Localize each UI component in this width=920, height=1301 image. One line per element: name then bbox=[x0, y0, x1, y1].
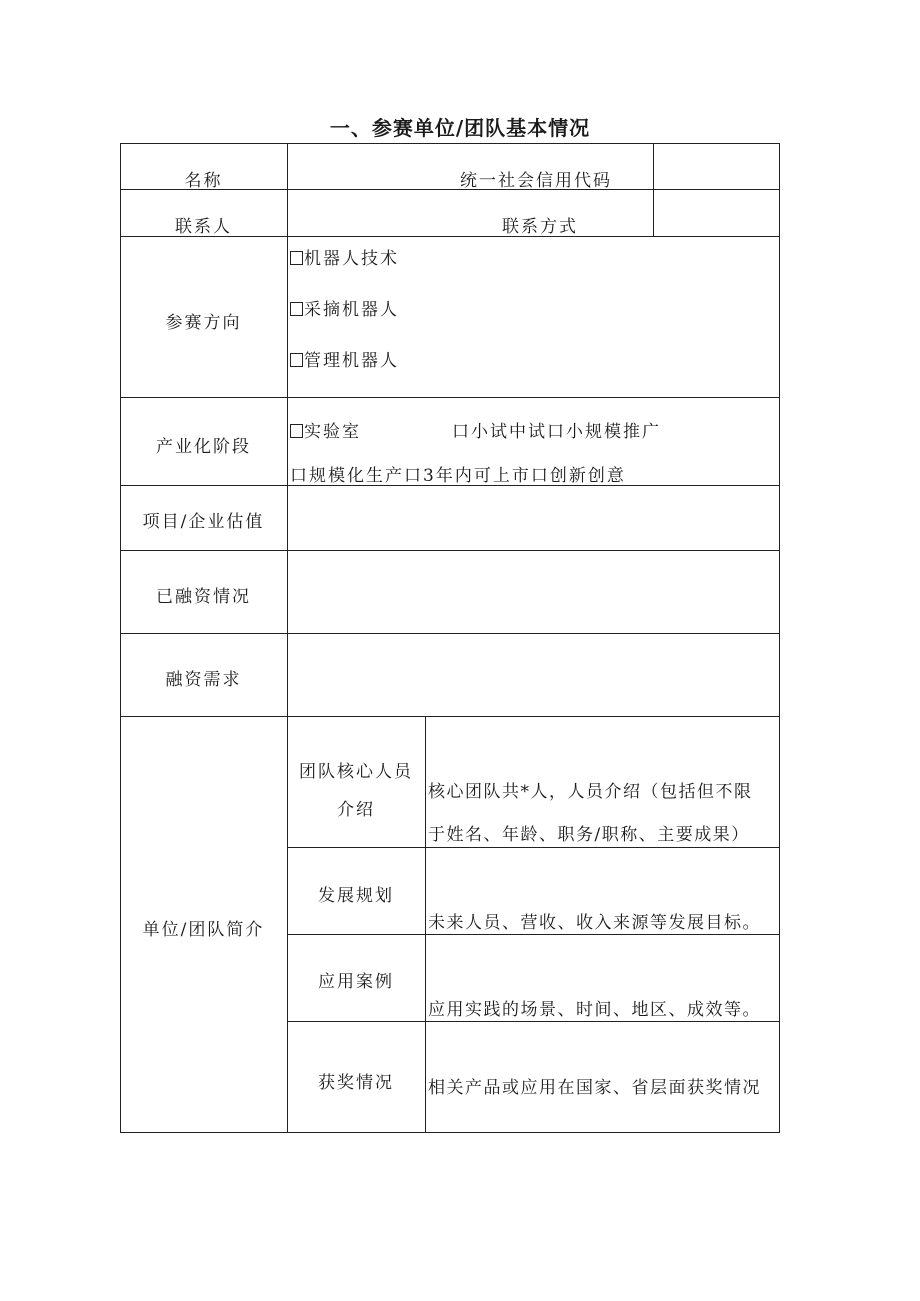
application-case-content: 应用实践的场景、时间、地区、成效等。 bbox=[428, 1000, 761, 1020]
checkbox-icon[interactable] bbox=[290, 251, 303, 265]
column-divider bbox=[425, 716, 426, 1133]
column-divider bbox=[653, 143, 654, 237]
direction-option[interactable]: 管理机器人 bbox=[290, 346, 399, 371]
financed-label: 已融资情况 bbox=[156, 587, 251, 607]
table-border-top bbox=[120, 143, 780, 144]
stage-options-line2: 口规模化生产口3年内可上市口创新创意 bbox=[290, 466, 626, 486]
core-team-content: 核心团队共*人，人员介绍（包括但不限 bbox=[428, 782, 753, 802]
development-plan-content: 未来人员、营收、收入来源等发展目标。 bbox=[428, 913, 761, 933]
direction-label: 参赛方向 bbox=[165, 313, 242, 333]
core-team-label-line2: 介绍 bbox=[337, 800, 375, 820]
intro-label: 单位/团队简介 bbox=[142, 920, 265, 940]
checkbox-icon[interactable] bbox=[290, 302, 303, 316]
sub-row-divider bbox=[287, 934, 780, 935]
name-label: 名称 bbox=[184, 171, 223, 191]
row-divider bbox=[120, 633, 780, 634]
stage-option-lab[interactable]: 实验室 bbox=[290, 417, 361, 442]
application-case-label: 应用案例 bbox=[318, 972, 394, 992]
valuation-label: 项目/企业估值 bbox=[142, 512, 265, 532]
contact-method-label: 联系方式 bbox=[502, 217, 578, 237]
page-title: 一、参赛单位/团队基本情况 bbox=[329, 116, 591, 140]
checkbox-icon[interactable] bbox=[290, 424, 303, 438]
core-team-content-line2: 于姓名、年龄、职务/职称、主要成果） bbox=[428, 825, 750, 845]
contact-label: 联系人 bbox=[175, 217, 232, 237]
direction-option[interactable]: 采摘机器人 bbox=[290, 295, 399, 320]
table-border-left bbox=[120, 143, 121, 1133]
awards-label: 获奖情况 bbox=[318, 1073, 394, 1093]
credit-code-label: 统一社会信用代码 bbox=[460, 171, 612, 191]
table-border-right bbox=[779, 143, 780, 1133]
stage-options-line1: 口小试中试口小规模推广 bbox=[452, 422, 661, 442]
row-divider bbox=[120, 550, 780, 551]
stage-label: 产业化阶段 bbox=[156, 437, 251, 457]
checkbox-icon[interactable] bbox=[290, 353, 303, 367]
row-divider bbox=[120, 397, 780, 398]
core-team-label: 团队核心人员 bbox=[299, 762, 413, 782]
sub-row-divider bbox=[287, 847, 780, 848]
direction-option[interactable]: 机器人技术 bbox=[290, 244, 399, 269]
awards-content: 相关产品或应用在国家、省层面获奖情况 bbox=[428, 1078, 761, 1098]
financing-need-label: 融资需求 bbox=[165, 670, 242, 690]
sub-row-divider bbox=[287, 1021, 780, 1022]
row-divider bbox=[120, 716, 780, 717]
table-border-bottom bbox=[120, 1132, 780, 1133]
development-plan-label: 发展规划 bbox=[318, 886, 394, 906]
